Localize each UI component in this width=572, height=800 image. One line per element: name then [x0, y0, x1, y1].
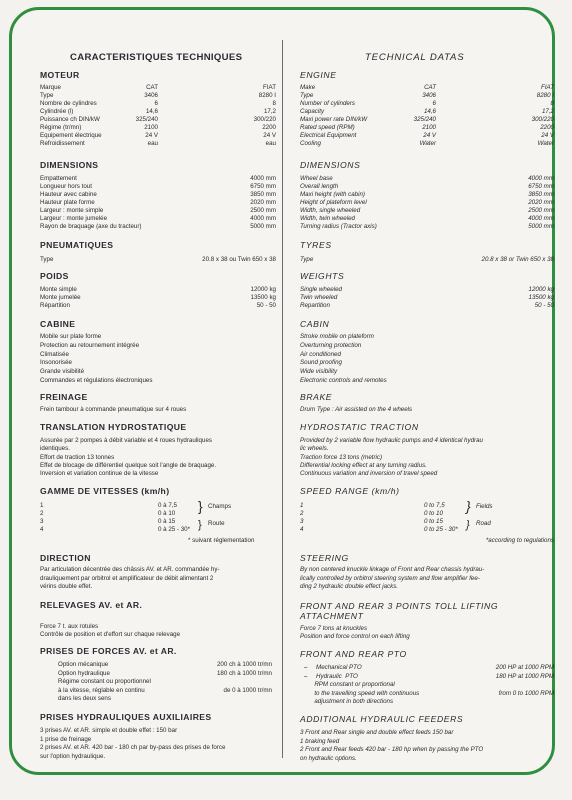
row-cat: 24 V [145, 132, 158, 139]
row-label: Cooling [300, 140, 321, 147]
text-line: lically controlled by orbitrol steering system and flow amplifier fee- [300, 574, 480, 582]
spec-row [300, 191, 554, 199]
tyres-value: 20.8 x 38 or Twin 650 x 38 [481, 256, 554, 263]
section-dimensions-en: DIMENSIONS [300, 160, 361, 170]
gear-speed: 0 à 15 [158, 518, 176, 525]
row-value: 2500 mm [528, 207, 554, 214]
spec-row [300, 286, 554, 294]
section-speed: SPEED RANGE (km/h) [300, 486, 400, 496]
text-line: Contrôle de position et d'effort sur chaque relevage [40, 631, 181, 639]
gear-row [300, 510, 554, 518]
column-divider [282, 40, 283, 758]
gear-speed: 0 à 25 - 30* [158, 526, 190, 533]
section-prises-hydro: PRISES HYDRAULIQUES AUXILIAIRES [40, 712, 212, 722]
spec-row [300, 207, 554, 215]
section-engine: ENGINE [300, 70, 337, 80]
row-fiat: 24 V [541, 132, 554, 139]
row-value: 3850 mm [528, 191, 554, 198]
spec-row [300, 294, 554, 302]
section-freinage: FREINAGE [40, 392, 88, 402]
row-label: RPM constant or proportional [304, 681, 395, 689]
row-fiat: 2200 [540, 124, 554, 131]
engine-row [300, 108, 554, 116]
row-value: 2020 mm [250, 199, 276, 206]
row-label: Repartition [300, 302, 330, 309]
paragraph [300, 625, 554, 642]
row-label: Number of cylinders [300, 100, 356, 107]
paragraph [40, 437, 276, 478]
spec-row [40, 678, 276, 686]
section-poids: POIDS [40, 271, 69, 281]
row-value: 4000 mm [250, 215, 276, 222]
text-line: Force 7 tons at knuckles [300, 625, 368, 632]
spec-row [300, 175, 554, 183]
section-prises-force: PRISES DE FORCES AV. et AR. [40, 646, 177, 656]
paragraph [40, 623, 276, 640]
text-line: drauliquement par orbitrol et amplificateur de débit alimentant 2 [40, 574, 214, 582]
text-line: Stroke mobile on plateform [300, 333, 374, 340]
row-label: Puissance ch DIN/kW [40, 116, 100, 123]
section-brake: BRAKE [300, 392, 333, 402]
row-label: Option mécanique [58, 661, 109, 668]
gear-number: 4 [300, 526, 304, 533]
row-cat: 14,6 [145, 108, 158, 115]
text-line: 1 prise de freinage [40, 735, 92, 743]
right-title: TECHNICAL DATAS [365, 52, 465, 63]
spec-row [40, 294, 276, 302]
row-value: 50 - 50 [534, 302, 554, 309]
row-value: from 0 to 1000 RPM [498, 689, 554, 697]
left-title: CARACTERISTIQUES TECHNIQUES [70, 52, 243, 63]
row-value: 13500 kg [528, 294, 554, 301]
section-relevages: RELEVAGES AV. et AR. [40, 600, 143, 610]
route-text: Route [208, 520, 225, 527]
row-value: 6750 mm [250, 183, 276, 190]
row-cat: 14,6 [423, 108, 436, 115]
text-line: 2 prises AV. et AR. 420 bar - 180 ch par by-pass des prises de force [40, 744, 226, 752]
spec-row [300, 690, 554, 698]
text-line: Traction force 13 tons (metric) [300, 453, 383, 461]
text-line: By non centered knuckle linkage of Front and Rear chassis hydrau- [300, 566, 485, 573]
row-label: Longueur hors tout [40, 183, 92, 190]
spec-row [300, 302, 554, 310]
row-value: 13500 kg [250, 294, 276, 301]
text-line: on hydraulic options. [300, 754, 357, 762]
row-value: 6750 mm [528, 183, 554, 190]
row-fiat: FIAT [541, 84, 554, 91]
speed-note-text: *according to regulations [485, 537, 554, 544]
text-line: ding 2 hydraulic double effect jacks. [300, 583, 399, 591]
pneumatiques-label: Type [40, 256, 54, 263]
row-label: à la vitesse, réglable en continu [58, 686, 145, 694]
row-cat: 2100 [144, 124, 158, 131]
row-fiat: 17,2 [263, 108, 276, 115]
spec-row [40, 687, 276, 695]
text-line: Grande visibilité [40, 368, 85, 376]
text-line: Mobile sur plate forme [40, 333, 102, 340]
gear-speed: 0 à 7,5 [158, 502, 177, 509]
text-line: Climatisée [40, 350, 69, 358]
section-cabine: CABINE [40, 319, 76, 329]
paragraph [300, 333, 554, 386]
engine-row [40, 100, 276, 108]
row-value: 180 HP at 1000 RPM [495, 672, 554, 680]
row-value: 4000 mm [528, 215, 554, 222]
tyres-row [300, 256, 554, 264]
spec-row [40, 191, 276, 199]
row-fiat: 8 [272, 100, 276, 107]
champs-brace: } [198, 498, 203, 514]
row-fiat: 17,2 [541, 108, 554, 115]
row-value: 200 ch à 1000 tr/mn [216, 661, 272, 668]
text-line: sur l'option hydraulique. [40, 752, 106, 760]
row-label: adjustment in both directions [304, 698, 394, 706]
row-cat: 3406 [422, 92, 436, 99]
row-label: Régime (tr/mn) [40, 124, 82, 131]
row-value: 12000 kg [250, 286, 276, 293]
gear-number: 2 [40, 510, 44, 517]
paragraph [300, 566, 554, 592]
text-line: Force 7 t. aux rotules [40, 623, 99, 630]
text-line: Effet de blocage de différentiel quelque soit l'angle de braquage. [40, 461, 217, 469]
engine-row [40, 108, 276, 116]
spec-row [40, 661, 276, 669]
row-value: 180 ch à 1000 tr/mn [216, 669, 272, 677]
row-label: Overall length [300, 183, 339, 190]
spec-row [40, 175, 276, 183]
row-cat: CAT [146, 84, 158, 91]
row-cat: 325/240 [135, 116, 158, 123]
text-line: Effort de traction 13 tonnes [40, 453, 115, 461]
row-value: 2020 mm [528, 199, 554, 206]
text-line: Par articulation décentrée des châssis AV. et AR. commandée hy- [40, 566, 220, 573]
freinage-line: Frein tambour à commande pneumatique sur 4 roues [40, 406, 187, 413]
gear-number: 4 [40, 526, 44, 533]
gear-number: 3 [300, 518, 304, 525]
engine-row [40, 132, 276, 140]
row-label: Monte simple [40, 286, 77, 293]
text-line: Continuous variation and inversion of travel speed [300, 470, 438, 478]
pneumatiques-value: 20.8 x 38 ou Twin 650 x 38 [202, 256, 276, 263]
spec-row [40, 670, 276, 678]
paragraph [300, 729, 554, 763]
section-steering: STEERING [300, 553, 349, 563]
section-traction: HYDROSTATIC TRACTION [300, 422, 419, 432]
engine-row [300, 100, 554, 108]
row-fiat: 300/220 [531, 116, 554, 123]
row-label: Marque [40, 84, 61, 91]
spec-row [300, 698, 554, 706]
spec-row [300, 199, 554, 207]
engine-row [300, 132, 554, 140]
row-label: Type [300, 92, 314, 99]
text-line: 3 Front and Rear single and double effect feeds 150 bar [300, 729, 454, 736]
row-cat: 24 V [423, 132, 436, 139]
row-label: Largeur : monte jumelée [40, 215, 108, 222]
row-label: Type [40, 92, 54, 99]
row-cat: 6 [432, 100, 436, 107]
spec-row [300, 183, 554, 191]
gear-number: 1 [300, 502, 304, 509]
text-line: lic wheels. [300, 445, 329, 453]
spec-row [40, 286, 276, 294]
row-fiat: 2200 [262, 124, 276, 131]
row-label: Electrical Equipment [300, 132, 357, 139]
champs-label [208, 503, 268, 511]
section-feeders: ADDITIONAL HYDRAULIC FEEDERS [300, 714, 464, 724]
gear-speed: 0 to 10 [424, 510, 443, 517]
row-fiat: 300/220 [253, 116, 276, 123]
text-line: Air conditioned [300, 350, 341, 358]
row-value: 4000 mm [250, 175, 276, 182]
section-pneumatiques: PNEUMATIQUES [40, 240, 114, 250]
section-pto: FRONT AND REAR PTO [300, 649, 407, 659]
row-fiat: FIAT [263, 84, 276, 91]
text-line: Overturning protection [300, 341, 362, 349]
text-line: 1 braking feed [300, 737, 340, 745]
text-line: Commandes et régulations électroniques [40, 376, 153, 384]
paragraph [300, 437, 554, 478]
text-line: 2 Front and Rear feeds 420 bar - 180 hp when by passing the PTO [300, 746, 484, 754]
row-fiat: 8280 I [258, 92, 276, 99]
vitesses-note-text: * suivant réglementation [188, 537, 255, 544]
row-label: Option hydraulique [58, 669, 110, 677]
row-label: Height of plateform level [300, 199, 367, 206]
spec-row [40, 183, 276, 191]
text-line: Assurée par 2 pompes à débit variable et 4 roues hydrauliques [40, 437, 212, 444]
road-label [476, 520, 536, 528]
row-value: 4000 mm [528, 175, 554, 182]
text-line: Wide visibility [300, 368, 338, 376]
section-attachment-line1: FRONT AND REAR 3 POINTS TOLL LIFTING [300, 601, 499, 611]
road-brace: } [466, 519, 470, 531]
row-label: Hauteur plate forme [40, 199, 95, 206]
text-line: identiques. [40, 445, 70, 453]
row-label: Rayon de braquage (axe du tracteur) [40, 223, 142, 230]
row-value: 50 - 50 [256, 302, 276, 309]
row-label: Capacity [300, 108, 325, 115]
spec-row [40, 695, 276, 703]
row-label: to the travelling speed with continuous [304, 689, 420, 697]
section-dimensions: DIMENSIONS [40, 160, 99, 170]
row-label: Twin wheeled [300, 294, 338, 301]
spec-row [40, 215, 276, 223]
speed-note [448, 537, 554, 545]
spec-row [300, 223, 554, 231]
text-line: vérins double effet. [40, 583, 93, 591]
route-label [208, 520, 268, 528]
row-label: Rated speed (RPM) [300, 124, 355, 131]
row-cat: CAT [424, 84, 436, 91]
spec-row [300, 681, 554, 689]
row-cat: 6 [154, 100, 158, 107]
gear-number: 2 [300, 510, 304, 517]
text-line: Electronic controls and remotes [300, 376, 387, 384]
row-label: Régime constant ou proportionnel [58, 678, 151, 686]
fields-brace: } [466, 498, 471, 514]
tyres-label: Type [300, 256, 314, 263]
section-tyres: TYRES [300, 240, 332, 250]
vitesses-note [188, 537, 288, 545]
row-cat: 3406 [144, 92, 158, 99]
row-fiat: Water [537, 140, 554, 147]
row-label: Empattement [40, 175, 77, 182]
engine-row [300, 84, 554, 92]
row-label: Turning radius (Tractor axis) [300, 223, 377, 230]
row-cat: 2100 [422, 124, 436, 131]
spec-row [40, 199, 276, 207]
row-label: Refroidissement [40, 140, 85, 147]
row-label: Largeur : monte simple [40, 207, 104, 214]
route-brace: } [198, 519, 202, 531]
row-cat: 325/240 [413, 116, 436, 123]
row-label: Width, single wheeled [300, 207, 361, 214]
engine-row [300, 116, 554, 124]
brake-line: Drum Type : Air assisted on the 4 wheels [300, 406, 413, 413]
brake-text [300, 406, 554, 414]
row-cat: Water [419, 140, 436, 147]
row-label: Wheel base [300, 175, 333, 182]
row-value: 5000 mm [250, 223, 276, 230]
row-label: Monte jumelée [40, 294, 81, 301]
engine-row [40, 116, 276, 124]
spec-row [40, 207, 276, 215]
row-cat: eau [147, 140, 158, 147]
text-line: 3 prises AV. et AR. simple et double effet : 150 bar [40, 727, 178, 734]
engine-row [40, 140, 276, 148]
row-label: Maxi power rate DIN/kW [300, 116, 368, 123]
row-value: de 0 à 1000 tr/mn [223, 686, 272, 694]
row-fiat: 8280 I [536, 92, 554, 99]
gear-speed: 0 to 15 [424, 518, 443, 525]
row-label: – Mechanical PTO [304, 664, 362, 671]
row-label: Hauteur avec cabine [40, 191, 97, 198]
row-label: Width, twin wheeled [300, 215, 355, 222]
gear-row [40, 510, 276, 518]
engine-row [300, 140, 554, 148]
section-translation: TRANSLATION HYDROSTATIQUE [40, 422, 187, 432]
section-direction: DIRECTION [40, 553, 91, 563]
champs-text: Champs [208, 503, 232, 510]
text-line: Position and force control on each lifting [300, 633, 410, 641]
row-value: 2500 mm [250, 207, 276, 214]
engine-row [40, 124, 276, 132]
engine-row [40, 84, 276, 92]
fields-text: Fields [476, 503, 493, 510]
spec-row [40, 223, 276, 231]
row-fiat: eau [265, 140, 276, 147]
gear-speed: 0 to 7,5 [424, 502, 445, 509]
freinage-text [40, 406, 276, 414]
row-value: 200 HP at 1000 RPM [495, 664, 554, 671]
gear-speed: 0 to 25 - 30* [424, 526, 458, 533]
text-line: Sound proofing [300, 359, 342, 367]
row-value: 12000 kg [528, 286, 554, 293]
gear-speed: 0 à 10 [158, 510, 176, 517]
text-line: Provided by 2 variable flow hydraulic pumps and 4 identical hydrau [300, 437, 483, 444]
row-label: – Hydraulic PTO [304, 672, 358, 680]
paragraph [40, 566, 276, 592]
text-line: Inversion et variation continue de la vitesse [40, 470, 159, 478]
row-label: Cylindrée (l) [40, 108, 74, 115]
row-fiat: 8 [550, 100, 554, 107]
gear-number: 3 [40, 518, 44, 525]
spec-row [40, 302, 276, 310]
row-label: Single wheeled [300, 286, 342, 293]
row-label: Make [300, 84, 316, 91]
paragraph [40, 333, 276, 386]
fields-label [476, 503, 536, 511]
spec-row [300, 215, 554, 223]
spec-row [300, 673, 554, 681]
row-fiat: 24 V [263, 132, 276, 139]
section-moteur: MOTEUR [40, 70, 80, 80]
row-label: Equipement électrique [40, 132, 102, 139]
row-label: dans les deux sens [58, 695, 111, 703]
section-weights: WEIGHTS [300, 271, 345, 281]
row-label: Maxi height (with cabin) [300, 191, 365, 198]
row-label: Nombre de cylindres [40, 100, 97, 107]
spec-row [300, 664, 554, 672]
paragraph [40, 727, 276, 761]
engine-row [300, 124, 554, 132]
road-text: Road [476, 520, 491, 527]
row-value: 3850 mm [250, 191, 276, 198]
section-cabin: CABIN [300, 319, 330, 329]
text-line: Differential locking effect at any turning radius. [300, 461, 427, 469]
text-line: Protection au retournement intégrée [40, 341, 140, 349]
row-value: 5000 mm [528, 223, 554, 230]
gear-number: 1 [40, 502, 44, 509]
row-label: Répartition [40, 302, 70, 309]
text-line: Insonorisée [40, 359, 72, 367]
pneumatiques-row [40, 256, 276, 264]
section-vitesses: GAMME DE VITESSES (km/h) [40, 486, 170, 496]
engine-row [300, 92, 554, 100]
engine-row [40, 92, 276, 100]
section-attachment-line2: ATTACHMENT [300, 611, 364, 621]
